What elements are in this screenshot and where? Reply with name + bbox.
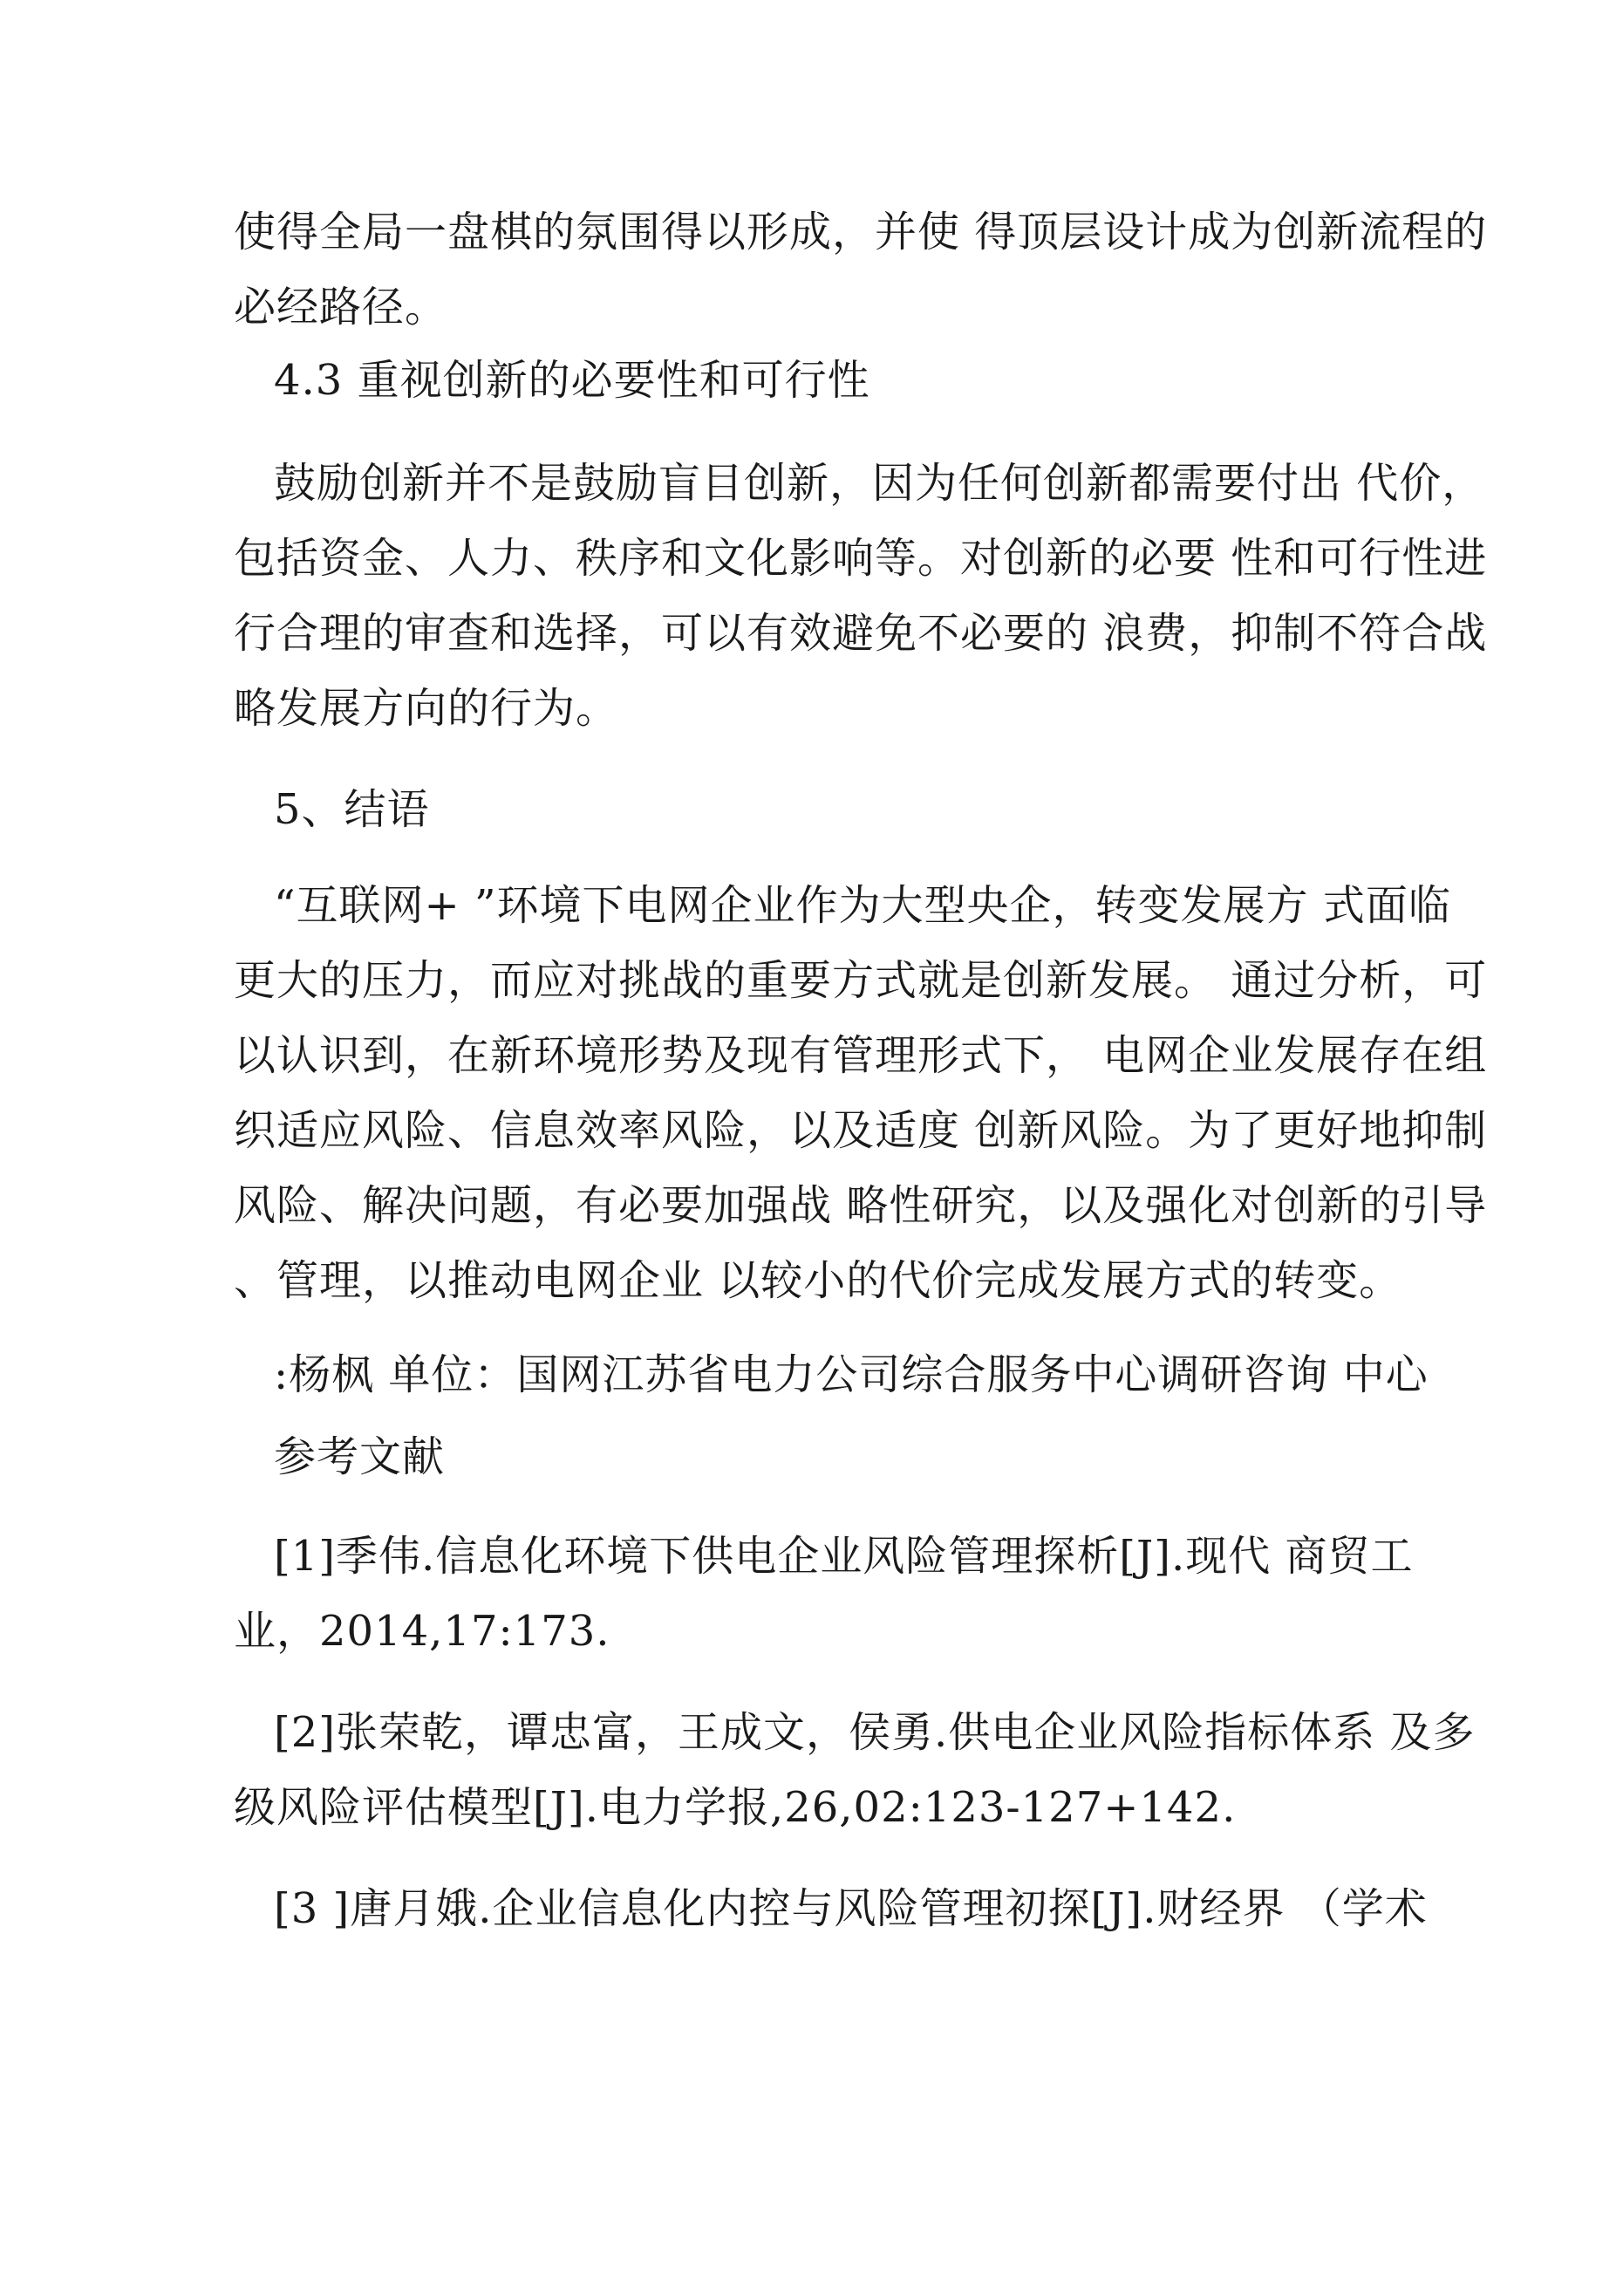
text-line: 、管理，以推动电网企业 以较小的代价完成发展方式的转变。 — [234, 1256, 1402, 1305]
text-line: 以认识到，在新环境形势及现有管理形式下， 电网企业发展存在组 — [234, 1031, 1488, 1080]
reference-item: [1]季伟.信息化环境下供电企业风险管理探析[J].现代 商贸工 — [274, 1532, 1414, 1581]
text-line: 必经路径。 — [234, 283, 448, 331]
reference-item: 级风险评估模型[J].电力学报,26,02:123-127+142. — [234, 1783, 1237, 1832]
text-line: 风险、解决问题，有必要加强战 略性研究，以及强化对创新的引导 — [234, 1181, 1488, 1230]
text-line: “互联网+ ”环境下电网企业作为大型央企，转变发展方 式面临 — [274, 881, 1451, 930]
author-line: :杨枫 单位：国网江苏省电力公司综合服务中心调研咨询 中心 — [274, 1350, 1429, 1399]
reference-item: [3 ]唐月娥.企业信息化内控与风险管理初探[J].财经界 （学术 — [274, 1884, 1428, 1933]
references-heading: 参考文献 — [274, 1432, 446, 1481]
text-line: 使得全局一盘棋的氛围得以形成，并使 得顶层设计成为创新流程的 — [234, 208, 1488, 256]
text-line: 鼓励创新并不是鼓励盲目创新，因为任何创新都需要付出 代价， — [274, 459, 1485, 508]
section-heading: 4.3 重视创新的必要性和可行性 — [274, 356, 870, 405]
text-line: 包括资金、人力、秩序和文化影响等。对创新的必要 性和可行性进 — [234, 534, 1488, 583]
text-line: 略发展方向的行为。 — [234, 684, 619, 733]
reference-item: [2]张荣乾，谭忠富，王成文，侯勇.供电企业风险指标体系 及多 — [274, 1708, 1476, 1757]
text-line: 行合理的审查和选择，可以有效避免不必要的 浪费，抑制不符合战 — [234, 609, 1488, 658]
reference-item: 业，2014,17:173. — [234, 1607, 610, 1656]
section-heading: 5、结语 — [274, 785, 430, 834]
text-line: 织适应风险、信息效率风险，以及适度 创新风险。为了更好地抑制 — [234, 1106, 1488, 1155]
text-line: 更大的压力，而应对挑战的重要方式就是创新发展。 通过分析，可 — [234, 956, 1488, 1005]
